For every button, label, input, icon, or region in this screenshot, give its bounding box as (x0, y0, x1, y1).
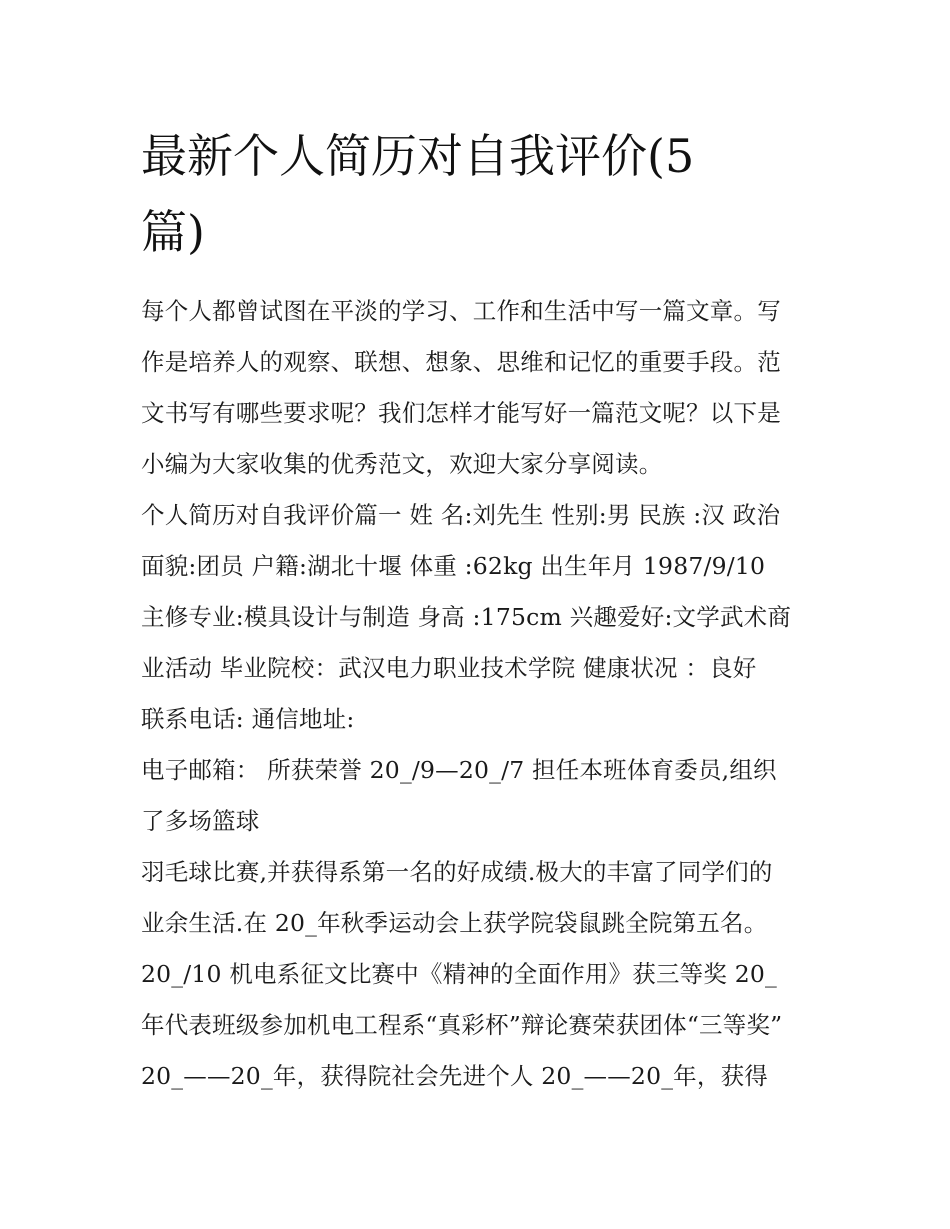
text-line: 主修专业:模具设计与制造 身高 :175cm 兴趣爱好:文学武术商 (141, 603, 792, 631)
text-line: 个人简历对自我评价篇一 姓 名:刘先生 性别:男 民族 :汉 政治 (141, 501, 781, 529)
text-line: 20_/10 机电系征文比赛中《精神的全面作用》获三等奖 20_ (141, 960, 777, 988)
text-line: 羽毛球比赛,并获得系第一名的好成绩.极大的丰富了同学们的 (141, 858, 773, 886)
text-line: 面貌:团员 户籍:湖北十堰 体重 :62kg 出生年月 1987/9/10 (141, 552, 766, 580)
document-title: 最新个人简历对自我评价(5篇) (141, 129, 695, 259)
body-lines (141, 286, 821, 1102)
text-line: 联系电话: 通信地址: (141, 705, 355, 733)
text-line: 20_——20_年，获得院社会先进个人 20_——20_年，获得 (141, 1062, 768, 1090)
text-line: 小编为大家收集的优秀范文，欢迎大家分享阅读。 (141, 450, 663, 478)
text-line: 业活动 毕业院校：武汉电力职业技术学院 健康状况 ：良好 (141, 654, 757, 682)
text-line: 电子邮箱： 所获荣誉 20_/9—20_/7 担任本班体育委员,组织 (141, 756, 777, 784)
text-line: 了多场篮球 (141, 807, 260, 835)
text-line: 年代表班级参加机电工程系“真彩杯”辩论赛荣获团体“三等奖” (141, 1011, 783, 1039)
text-line: 业余生活.在 20_年秋季运动会上获学院袋鼠跳全院第五名。 (141, 909, 768, 937)
document-page (141, 118, 821, 1102)
document-body (141, 286, 821, 1102)
text-line: 作是培养人的观察、联想、想象、思维和记忆的重要手段。范 (141, 348, 781, 376)
text-line: 文书写有哪些要求呢？我们怎样才能写好一篇范文呢？以下是 (141, 399, 781, 427)
text-line: 每个人都曾试图在平淡的学习、工作和生活中写一篇文章。写 (141, 297, 781, 325)
